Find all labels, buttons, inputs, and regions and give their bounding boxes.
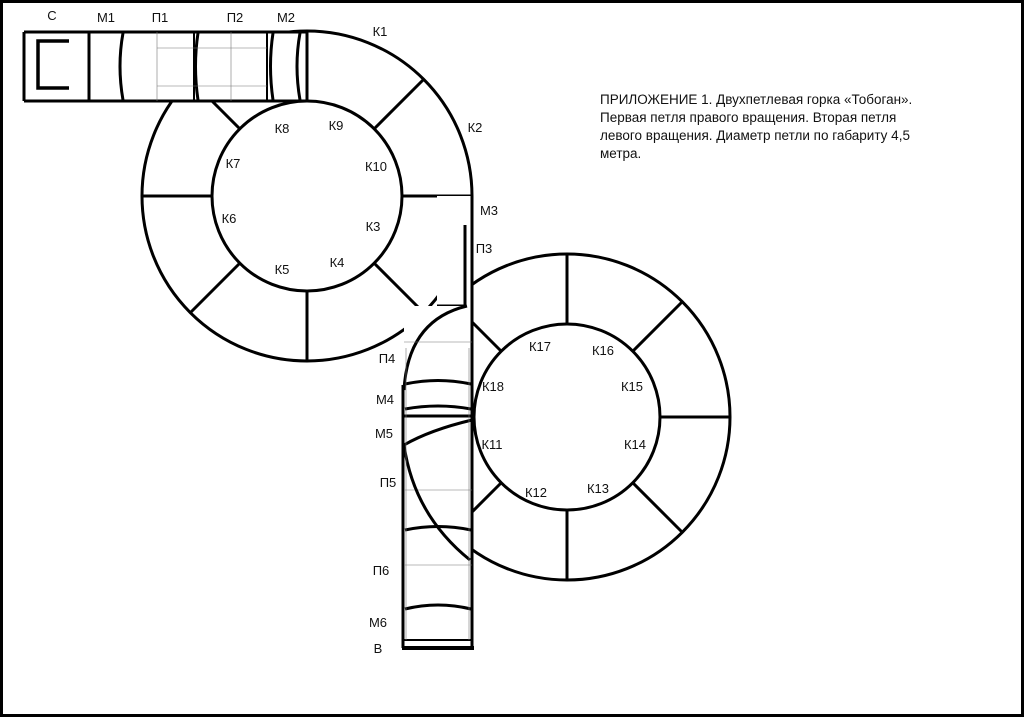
loop-1-inner-ring xyxy=(212,101,402,291)
connector-p3 xyxy=(437,196,472,306)
label-k15: К15 xyxy=(620,379,644,394)
loop-2-segment-dividers xyxy=(452,254,730,580)
label-m2: М2 xyxy=(276,10,296,25)
bottom-straight xyxy=(402,306,474,649)
label-k7: К7 xyxy=(225,156,241,171)
label-k8: К8 xyxy=(274,121,290,136)
label-k2: К2 xyxy=(467,120,483,135)
label-k5: К5 xyxy=(274,262,290,277)
label-k10: К10 xyxy=(364,159,388,174)
label-p2: П2 xyxy=(226,10,244,25)
label-m4: М4 xyxy=(375,392,395,407)
label-k18: К18 xyxy=(481,379,505,394)
label-k9: К9 xyxy=(328,118,344,133)
caption-line-1: ПРИЛОЖЕНИЕ 1. Двухпетлевая горка «Тобоган». xyxy=(600,92,913,107)
label-p5: П5 xyxy=(379,475,397,490)
label-k11: К11 xyxy=(481,437,503,452)
loop-2-inner-ring xyxy=(474,324,660,510)
segment-labels xyxy=(47,8,646,656)
caption xyxy=(600,92,912,161)
label-m6: М6 xyxy=(368,615,388,630)
label-k1: К1 xyxy=(372,24,388,39)
label-start: С xyxy=(47,8,57,23)
top-straight xyxy=(24,32,307,101)
caption-line-2: Первая петля правого вращения. Вторая петля xyxy=(600,110,897,125)
page-frame xyxy=(2,2,1023,716)
label-exit: В xyxy=(373,641,383,656)
label-k6: К6 xyxy=(221,211,237,226)
caption-line-4: метра. xyxy=(600,146,642,161)
label-k16: К16 xyxy=(591,343,615,358)
label-p1: П1 xyxy=(151,10,169,25)
label-p3: П3 xyxy=(475,241,493,256)
caption-line-3: левого вращения. Диаметр петли по габариту 4,5 xyxy=(600,128,910,143)
label-m3: М3 xyxy=(479,203,499,218)
label-p4: П4 xyxy=(378,351,396,366)
label-k4: К4 xyxy=(329,255,345,270)
label-k13: К13 xyxy=(586,481,610,496)
label-k14: К14 xyxy=(623,437,647,452)
label-m1: М1 xyxy=(96,10,116,25)
label-k17: К17 xyxy=(528,339,552,354)
label-m5: М5 xyxy=(374,426,394,441)
label-p6: П6 xyxy=(372,563,390,578)
label-k3: К3 xyxy=(365,219,381,234)
label-k12: К12 xyxy=(524,485,548,500)
